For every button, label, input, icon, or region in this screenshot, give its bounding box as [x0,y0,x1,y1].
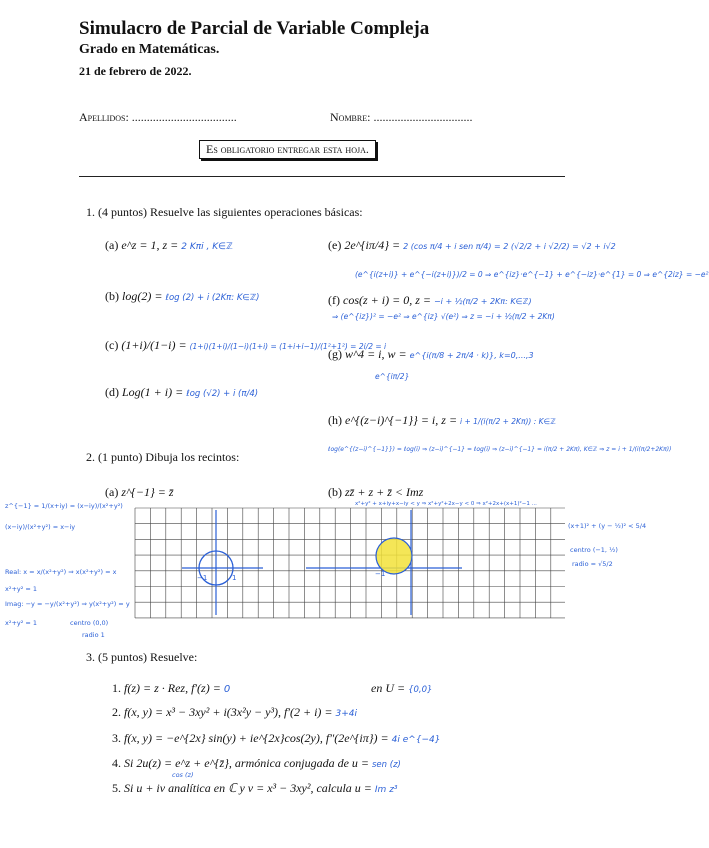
exam-date: 21 de febrero de 2022. [79,64,192,78]
exam-subtitle: Grado en Matemáticas. [79,42,220,57]
q2-left-note-3: Real: x = x/(x²+y²) ⇒ x(x²+y²) = x [5,568,117,576]
apellidos-label: Apellidos: [79,110,129,124]
q2-left-note-6: x²+y² = 1 [5,619,38,627]
q3-item-1-domain-answer: {0,0} [408,685,433,695]
q1f-answer: −i + ½(π/2 + 2Kπ: K∈ℤ) [433,297,532,306]
q1c-answer: (1+i)(1+i)/(1−i)(1+i) = (1+i+i−1)/(1²+1²) = 2i/2 = i [189,342,387,351]
q3-item-4-note: cos (z) [172,771,194,779]
q3-item-1: 1. f(z) = z · Rez, f′(z) = 0 [112,681,231,695]
q2-left-note-5: Imag: −y = −y/(x²+y²) ⇒ y(x²+y²) = y [5,600,130,608]
q3-item-5-answer: Im z³ [374,785,398,795]
q3-item-2-answer: 3+4i [335,709,358,719]
q1g: (g) w^4 = i, w = e^{i(π/8 + 2π/4 · k)}, k=0,...,3 [328,347,534,361]
q2-right-note-2: (x+1)² + (y − ½)² < 5/4 [568,522,647,530]
q3-item-2: 2. f(x, y) = x³ − 3xy² + i(3x²y − y³), f′(2 + i) = 3+4i [112,705,358,719]
q1h: (h) e^{(z−i)^{−1}} = i, z = i + 1/(i(π/2 + 2Kπ)) : K∈ℤ [328,413,556,427]
q1b-answer: ℓog (2) + i (2Kπ: K∈ℤ) [165,293,260,303]
apellidos-dots: ................................... [131,110,237,124]
q3-item-4: 4. Si 2u(z) = e^z + e^{z̄}, armónica conjugada de u = sen (z) [112,756,401,770]
q3-item-4-answer: sen (z) [372,760,401,770]
q2-right-note-4: radio = √5/2 [572,560,613,568]
q3-item-3: 3. f(x, y) = −e^{2x} sin(y) + ie^{2x}cos(2y), f″(2e^{iπ}) = 4i e^{−4} [112,731,441,745]
q1d: (d) Log(1 + i) = ℓog (√2) + i (π/4) [105,385,259,399]
left-plot-label-pos: 1 [232,574,237,582]
q1b: (b) log(2) = ℓog (2) + i (2Kπ: K∈ℤ) [105,289,260,303]
q2-heading: 2. (1 punto) Dibuja los recintos: [86,450,240,464]
q3-heading: 3. (5 puntos) Resuelve: [86,650,198,664]
q1f-note-top: (e^{i(z+i)} + e^{−i(z+i)})/2 = 0 ⇒ e^{iz}·e^{−1} + e^{−iz}·e^{1} = 0 ⇒ e^{2iz} = −e² [355,270,709,279]
q2-right-note-3: centro (−1, ½) [570,546,618,554]
q3-item-3-answer: 4i e^{−4} [391,735,441,745]
q2-left-note-1: z^{−1} = 1/(x+iy) = (x−iy)/(x²+y²) [5,502,123,510]
q2-left-note-2: (x−iy)/(x²+y²) = x−iy [5,523,76,531]
exam-title: Simulacro de Parcial de Variable Compleja [79,18,430,39]
q1c: (c) (1+i)/(1−i) = (1+i)(1+i)/(1−i)(1+i) = (1+i+i−1)/(1²+1²) = 2i/2 = i [105,338,387,352]
q1e-answer: 2 (cos π/4 + i sen π/4) = 2 (√2/2 + i √2/2) = √2 + i√2 [403,242,616,251]
q3-item-5: 5. Si u + iv analítica en ℂ y v = x³ − 3xy², calcula u = Im z³ [112,781,398,795]
q1h-answer: i + 1/(i(π/2 + 2Kπ)) : K∈ℤ [460,417,556,426]
q2a: (a) z^{−1} = z̄ [105,485,174,499]
right-plot-label-neg: −1 [375,570,386,578]
q1-heading: 1. (4 puntos) Resuelve las siguientes operaciones básicas: [86,205,363,219]
q3-item-1-domain: en U = {0,0} [371,681,433,695]
left-plot-label-neg: −1 [197,574,208,582]
notice-box: Es obligatorio entregar esta hoja. [199,140,376,159]
q1a: (a) e^z = 1, z = 2 Kπi , K∈ℤ [105,238,233,252]
q2-left-note-8: radio 1 [82,631,105,639]
q1g-answer: e^{i(π/8 + 2π/4 · k)}, k=0,...,3 [409,351,534,360]
q1g-note: e^{iπ/2} [375,372,410,381]
q1f-note-bottom: ⇒ (e^{iz})² = −e² ⇒ e^{iz} √(e²) ⇒ z = −i + ½(π/2 + 2Kπ) [332,312,555,321]
q2-right-note-1: x²+y² + x+iy+x−iy < y ⇒ x²+y²+2x−y < 0 ⇒ x²+2x+(x+1)²−1 ... [355,501,537,507]
shaded-disc-region [376,538,412,574]
nombre-dots: ................................. [373,110,473,124]
q1h-note: ℓog(e^{(z−i)^{−1}}) = ℓog(i) ⇒ (z−i)^{−1} = ℓog(i) ⇒ (z−i)^{−1} = i(π/2 + 2Kπ), K∈ℤ ⇒ z = i + 1/(i(π/2+2Kπ)) [328,446,672,453]
q2-left-note-4: x²+y² = 1 [5,585,38,593]
q1d-answer: ℓog (√2) + i (π/4) [186,389,259,399]
q2b: (b) zz̄ + z + z̄ < Imz [328,485,424,499]
nombre-label: Nombre: [330,110,371,124]
q2-left-note-7: centro (0,0) [70,619,109,627]
q3-item-1-answer: 0 [223,684,231,695]
q1a-answer: 2 Kπi , K∈ℤ [181,242,233,252]
q1f: (f) cos(z + i) = 0, z = −i + ½(π/2 + 2Kπ: K∈ℤ) [328,293,532,307]
q1e: (e) 2e^{iπ/4} = 2 (cos π/4 + i sen π/4) = 2 (√2/2 + i √2/2) = √2 + i√2 [328,238,616,252]
